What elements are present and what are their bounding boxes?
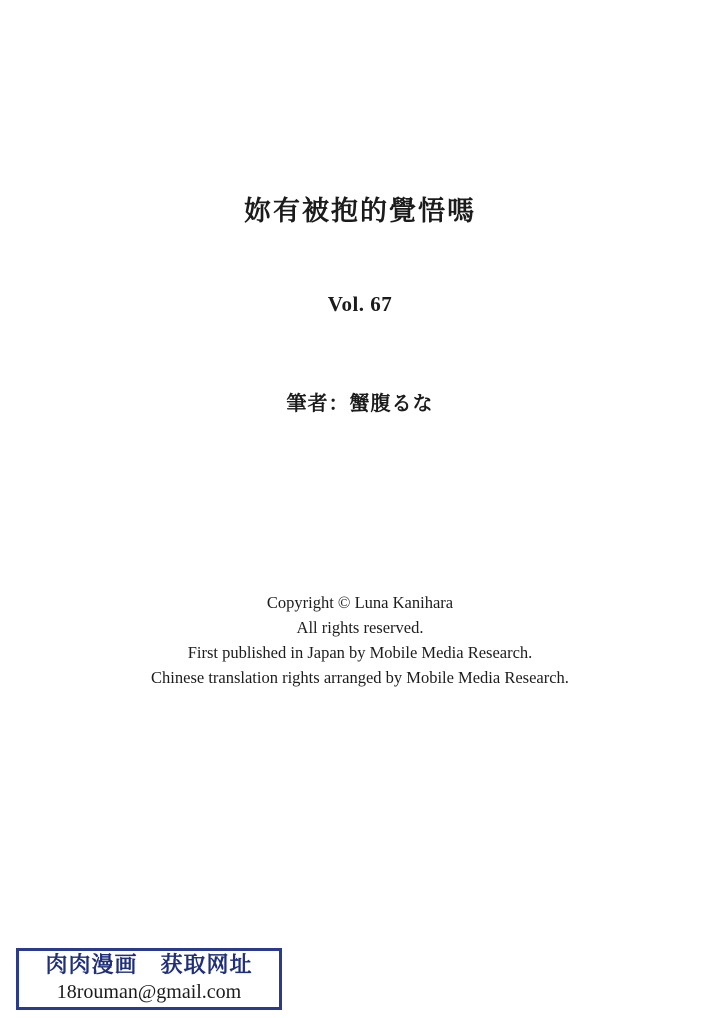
watermark-site-name: 肉肉漫画 获取网址: [45, 953, 253, 979]
title-block: [0, 196, 720, 228]
page-title: 妳有被抱的覺悟嗎: [244, 196, 476, 227]
author-credit: 筆者：蟹腹るな: [286, 391, 434, 415]
watermark-badge: [16, 948, 282, 1010]
watermark-email: 18rouman@gmail.com: [56, 980, 242, 1003]
copyright-line-1: Copyright © Luna Kanihara: [266, 593, 454, 612]
volume-label: Vol. 67: [327, 292, 393, 316]
copyright-line-2: All rights reserved.: [296, 618, 424, 637]
copyright-line-4: Chinese translation rights arranged by Mobile Media Research.: [151, 668, 569, 687]
copyright-block: [0, 590, 720, 690]
copyright-line-3: First published in Japan by Mobile Media Research.: [187, 643, 533, 662]
